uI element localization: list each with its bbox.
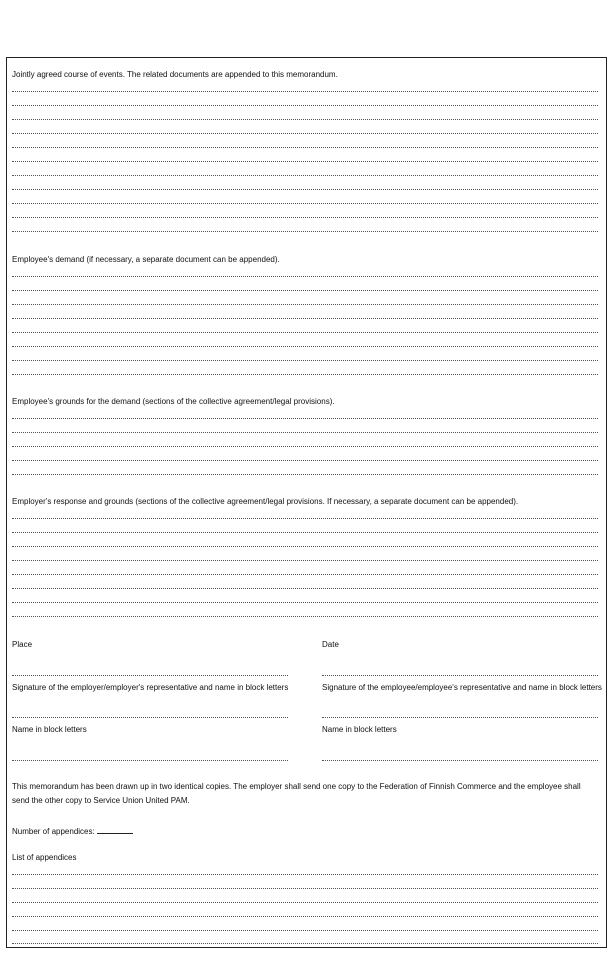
employer-response-line[interactable] <box>12 616 598 617</box>
list-of-appendices-label: List of appendices <box>12 853 77 862</box>
place-label: Place <box>12 640 33 649</box>
memorandum-note: This memorandum has been drawn up in two identical copies. The employer shall send one copy to the Federation of Finnish Commerce and the employee shall send the other copy to Service Union United PAM. <box>12 782 581 805</box>
employee-demand-line[interactable] <box>12 332 598 333</box>
employer-response-line[interactable] <box>12 518 598 519</box>
name-right-line[interactable] <box>322 760 598 761</box>
appendices-line[interactable] <box>12 916 598 917</box>
course-of-events-line[interactable] <box>12 147 598 148</box>
employee-demand-line[interactable] <box>12 290 598 291</box>
employee-demand-line[interactable] <box>12 276 598 277</box>
employee-signature-line[interactable] <box>322 717 598 718</box>
course-of-events-line[interactable] <box>12 175 598 176</box>
appendices-line[interactable] <box>12 902 598 903</box>
employee-grounds-line[interactable] <box>12 474 598 475</box>
employer-signature-label: Signature of the employer/employer's representative and name in block letters <box>12 683 289 692</box>
employee-demand-line[interactable] <box>12 346 598 347</box>
course-of-events-line[interactable] <box>12 189 598 190</box>
number-of-appendices-field[interactable] <box>97 825 133 834</box>
appendices-line[interactable] <box>12 888 598 889</box>
appendices-line[interactable] <box>12 943 598 944</box>
employee-demand-line[interactable] <box>12 360 598 361</box>
appendices-line[interactable] <box>12 874 598 875</box>
course-of-events-line[interactable] <box>12 119 598 120</box>
employee-grounds-line[interactable] <box>12 418 598 419</box>
employer-response-label: Employer's response and grounds (sections of the collective agreement/legal provisions. If necessary, a separate document can be appended). <box>12 497 519 506</box>
employer-response-line[interactable] <box>12 560 598 561</box>
employer-response-line[interactable] <box>12 532 598 533</box>
employee-demand-line[interactable] <box>12 318 598 319</box>
employer-response-line[interactable] <box>12 546 598 547</box>
employee-grounds-label: Employee's grounds for the demand (sections of the collective agreement/legal provisions). <box>12 397 335 406</box>
course-of-events-line[interactable] <box>12 203 598 204</box>
employer-response-line[interactable] <box>12 588 598 589</box>
employee-signature-label: Signature of the employee/employee's representative and name in block letters <box>322 683 602 692</box>
employee-grounds-line[interactable] <box>12 460 598 461</box>
appendices-line[interactable] <box>12 930 598 931</box>
number-of-appendices-label: Number of appendices: <box>12 827 95 836</box>
employer-response-line[interactable] <box>12 574 598 575</box>
number-of-appendices-row <box>12 825 133 837</box>
course-of-events-line[interactable] <box>12 133 598 134</box>
course-of-events-line[interactable] <box>12 231 598 232</box>
date-line[interactable] <box>322 675 598 676</box>
course-of-events-line[interactable] <box>12 217 598 218</box>
employee-demand-line[interactable] <box>12 374 598 375</box>
course-of-events-line[interactable] <box>12 161 598 162</box>
name-left-line[interactable] <box>12 760 288 761</box>
place-line[interactable] <box>12 675 288 676</box>
name-block-letters-left-label: Name in block letters <box>12 725 87 734</box>
name-block-letters-right-label: Name in block letters <box>322 725 397 734</box>
employee-grounds-line[interactable] <box>12 432 598 433</box>
course-of-events-label: Jointly agreed course of events. The related documents are appended to this memorandum. <box>12 70 338 79</box>
date-label: Date <box>322 640 339 649</box>
employee-grounds-line[interactable] <box>12 446 598 447</box>
employee-demand-label: Employee's demand (if necessary, a separate document can be appended). <box>12 255 280 264</box>
employee-demand-line[interactable] <box>12 304 598 305</box>
employer-signature-line[interactable] <box>12 717 288 718</box>
course-of-events-line[interactable] <box>12 91 598 92</box>
course-of-events-line[interactable] <box>12 105 598 106</box>
employer-response-line[interactable] <box>12 602 598 603</box>
